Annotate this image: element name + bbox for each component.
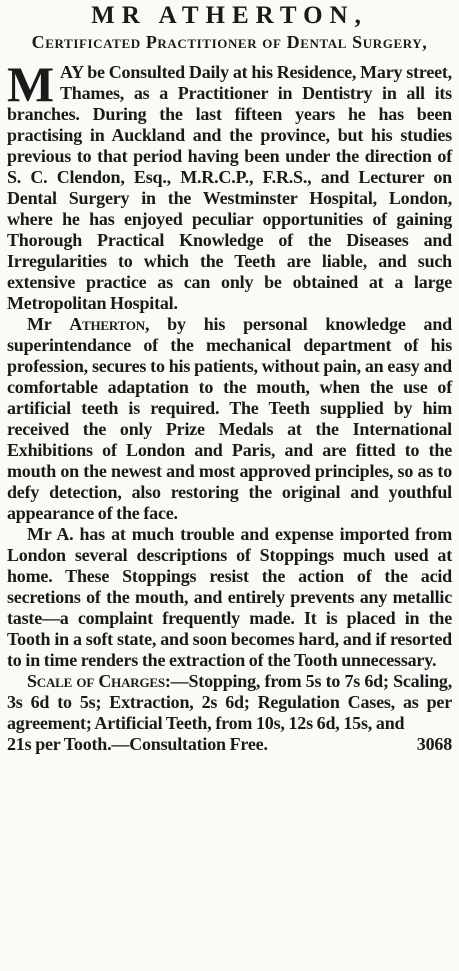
- para3-text: Mr A. has at much trouble and expense imported from London several descriptions of Stoppings much used at home. These Stoppings resist the action of the acid secretions of the mouth, and entirely prevents any metallic taste—a complaint frequently made. It is placed in the Tooth in a soft state, and soon becomes hard, and if resorted to in time renders the extraction of the Tooth unnecessary.: [7, 524, 452, 670]
- charges-last-text: 21s per Tooth.—Consultation Free.: [7, 734, 268, 754]
- intro-text: AY be Consulted Daily at his Residence, Mary street, Thames, as a Practitioner in Dentistry in all its branches. During the last fifteen years he has been practising in Auckland and the province, but his studies previous to that period having been under the direction of S. C. Clendon, Esq., M.R.C.P., F.R.S., and Lecturer on Dental Surgery in the Westminster Hospital, London, where he has enjoyed peculiar opportunities of gaining Thorough Practical Knowledge of the Diseases and Irregularities to which the Teeth are liable, and such extensive practice as can only be obtained at a large Metropolitan Hospital.: [7, 62, 452, 313]
- advert-subheading: Certificated Practitioner of Dental Surgery,: [31, 32, 428, 52]
- para2-name: Atherton: [69, 314, 145, 334]
- drop-cap: M: [7, 56, 54, 112]
- ad-reference-number: 3068: [416, 734, 452, 754]
- stoppings-paragraph: [7, 524, 452, 671]
- charges-text: :—Stopping, from 5s to 7s 6d; Scaling, 3s 6d to 5s; Extraction, 2s 6d; Regulation Cases, as per agreement; Artificial Teeth, from 10s, 12s 6d, 15s, and: [7, 671, 452, 733]
- mechanical-paragraph: [7, 314, 452, 524]
- para2-text: , by his personal knowledge and superintendance of the mechanical department of his profession, secures to his patients, without pain, an easy and comfortable adaptation to the mouth, when the use of artificial teeth is required. The Teeth supplied by him received the only Prize Medals at the International Exhibitions of London and Paris, and are fitted to the mouth on the newest and most approved principles, so as to defy detection, also restoring the original and youthful appearance of the face.: [7, 314, 452, 523]
- charges-paragraph: [7, 671, 452, 734]
- charges-last-line: [7, 734, 452, 755]
- advert-heading: MR ATHERTON,: [91, 2, 368, 29]
- intro-paragraph: [7, 56, 452, 314]
- charges-label: Scale of Charges: [27, 671, 165, 691]
- para2-lead: Mr: [27, 314, 52, 334]
